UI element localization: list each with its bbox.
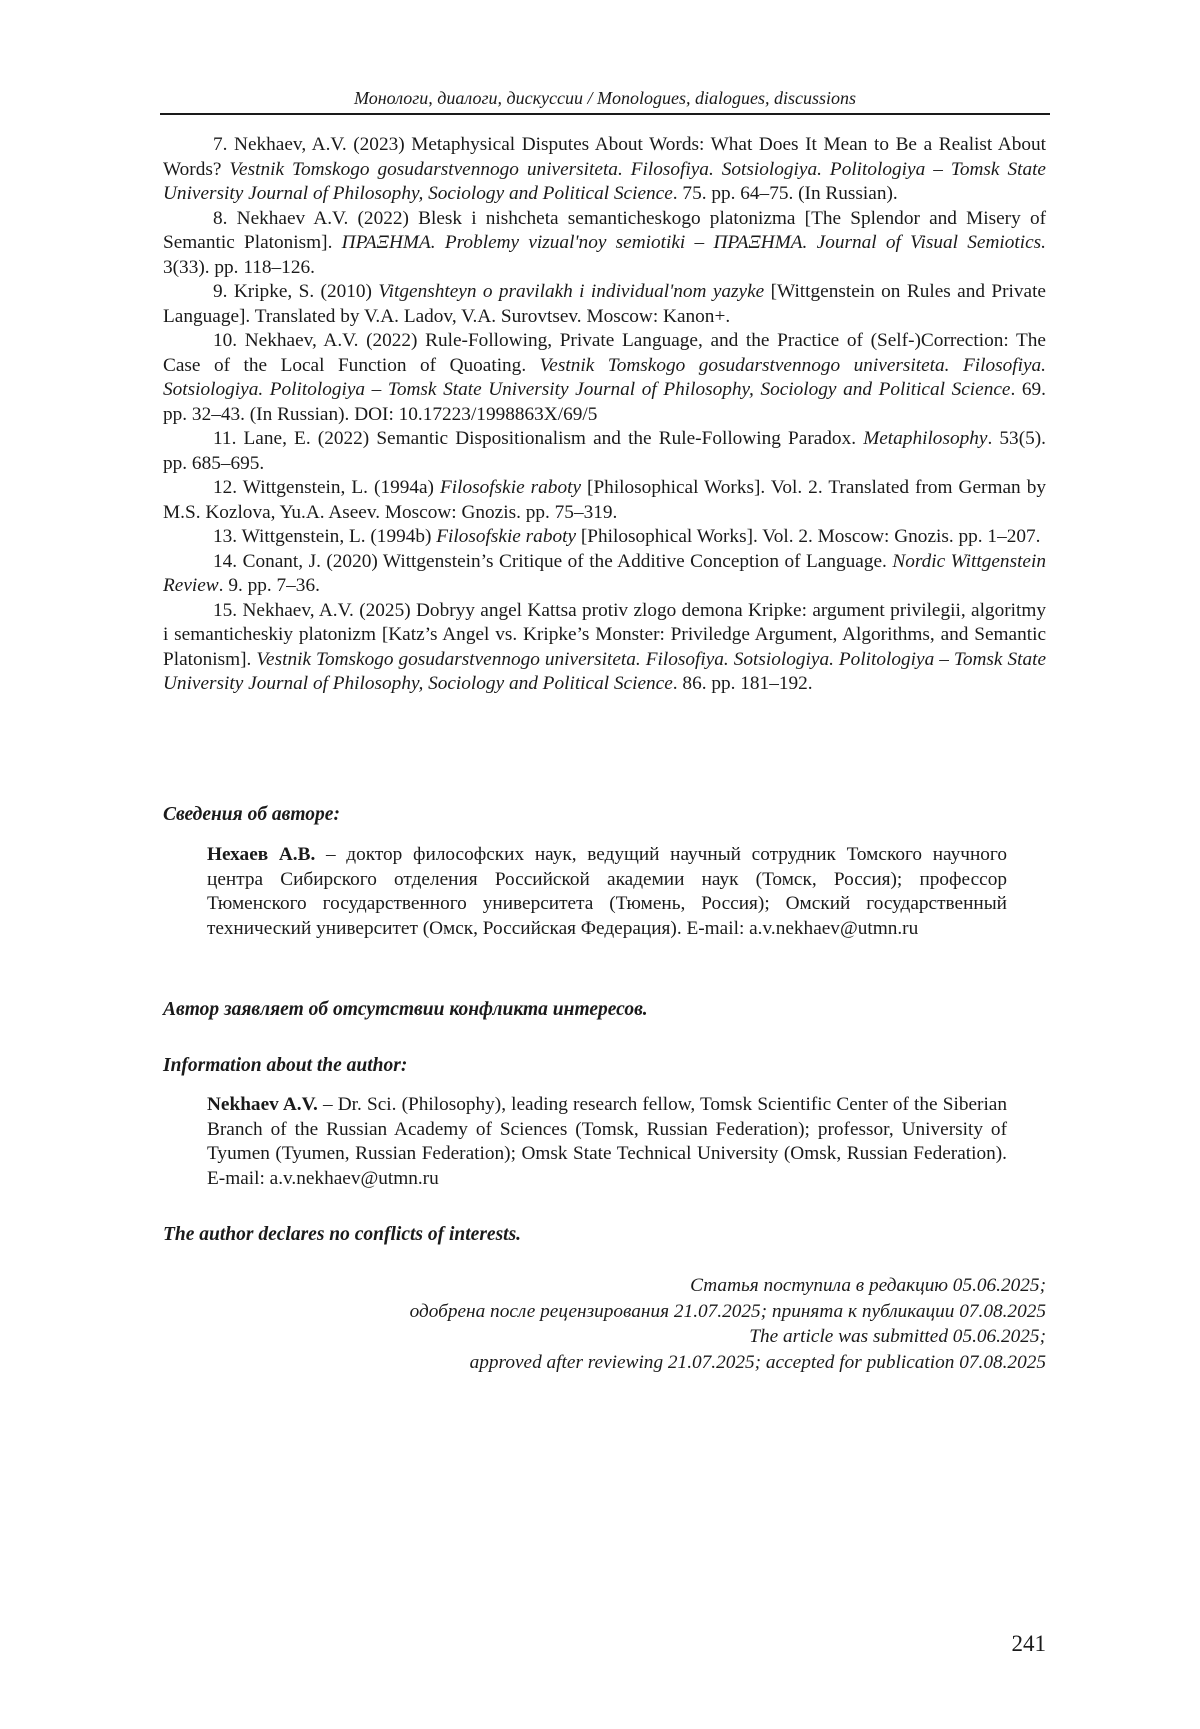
dates-ru-line-1: Статья поступила в редакцию 05.06.2025; (690, 1275, 1046, 1296)
author-info-heading-en: Information about the author: (163, 1055, 408, 1076)
dates-en-line-2: approved after reviewing 21.07.2025; accepted for publication 07.08.2025 (469, 1351, 1046, 1373)
conflict-statement-ru: Автор заявляет об отсутствии конфликта интересов. (163, 999, 648, 1020)
reference-item: 7. Nekhaev, A.V. (2023) Metaphysical Disputes About Words: What Does It Mean to Be a Realist About Words? Vestnik Tomskogo gosudarstvennogo universiteta. Filosofiya. Sotsiologiya. Politologiya – Tomsk State University Journal of Philosophy, Sociology and Political Science. 75. pp. 64–75. (In Russian). (163, 134, 1046, 204)
header-rule (160, 113, 1050, 115)
author-info-heading-ru: Сведения об авторе: (163, 804, 340, 825)
submission-dates (410, 1273, 1046, 1375)
author-name-en: Nekhaev A.V. (207, 1094, 318, 1115)
reference-item: 10. Nekhaev, A.V. (2022) Rule-Following, Private Language, and the Practice of (Self-)Correction: The Case of the Local Function of Quoating. Vestnik Tomskogo gosudarstvennogo universiteta. Filosofiya. Sotsiologiya. Politologiya – Tomsk State University Journal of Philosophy, Sociology and Political Science. 69. pp. 32–43. (In Russian). DOI: 10.17223/1998863X/69/5 (163, 330, 1046, 425)
conflict-statement-en: The author declares no conflicts of interests. (163, 1224, 522, 1245)
author-bio-ru: Нехаев А.В. – доктор философских наук, ведущий научный сотрудник Томского научного центра Сибирского отделения Российской академии наук (Томск, Россия); профессор Тюменского государственного университета (Тюмень, Россия); Омский государственный технический университет (Омск, Российская Федерация). E-mail: a.v.nekhaev@utmn.ru (207, 844, 1007, 939)
dates-en-line-1: The article was submitted 05.06.2025; (749, 1326, 1046, 1347)
page-number: 241 (1011, 1631, 1046, 1656)
reference-item: 11. Lane, E. (2022) Semantic Dispositionalism and the Rule-Following Paradox. Metaphilosophy. 53(5). pp. 685–695. (163, 428, 1046, 474)
reference-item: 15. Nekhaev, A.V. (2025) Dobryy angel Kattsa protiv zlogo demona Kripke: argument privilegii, algoritmy i semanticheskiy platonizm [Katz’s Angel vs. Kripke’s Monster: Priviledge Argument, Algorithms, and Semantic Platonism]. Vestnik Tomskogo gosudarstvennogo universiteta. Filosofiya. Sotsiologiya. Politologiya – Tomsk State University Journal of Philosophy, Sociology and Political Science. 86. pp. 181–192. (163, 599, 1047, 694)
author-name-ru: Нехаев А.В. (207, 844, 316, 865)
reference-item: 12. Wittgenstein, L. (1994a) Filosofskie raboty [Philosophical Works]. Vol. 2. Translated from German by M.S. Kozlova, Yu.A. Aseev. Moscow: Gnozis. pp. 75–319. (163, 477, 1046, 523)
reference-item: 8. Nekhaev A.V. (2022) Blesk i nishcheta semanticheskogo platonizma [The Splendor and Misery of Semantic Platonism]. ΠΡΑΞΗΜΑ. Problemy vizual'noy semiotiki – ΠΡΑΞΗΜΑ. Journal of Visual Semiotics. 3(33). pp. 118–126. (163, 207, 1047, 278)
dates-ru-line-2: одобрена после рецензирования 21.07.2025; принята к публикации 07.08.2025 (409, 1300, 1046, 1322)
reference-item: 14. Conant, J. (2020) Wittgenstein’s Critique of the Additive Conception of Language. Nordic Wittgenstein Review. 9. pp. 7–36. (163, 550, 1046, 596)
reference-item: 9. Kripke, S. (2010) Vitgenshteyn o pravilakh i individual'nom yazyke [Wittgenstein on Rules and Private Language]. Translated by V.A. Ladov, V.A. Surovtsev. Moscow: Kanon+. (163, 281, 1046, 327)
reference-item: 13. Wittgenstein, L. (1994b) Filosofskie raboty [Philosophical Works]. Vol. 2. Moscow: Gnozis. pp. 1–207. (213, 526, 1041, 547)
author-bio-en: Nekhaev A.V. – Dr. Sci. (Philosophy), leading research fellow, Tomsk Scientific Center of the Siberian Branch of the Russian Academy of Sciences (Tomsk, Russian Federation); professor, University of Tyumen (Tyumen, Russian Federation); Omsk State Technical University (Omsk, Russian Federation). E-mail: a.v.nekhaev@utmn.ru (207, 1094, 1007, 1189)
reference-list (163, 133, 1046, 697)
running-header: Монологи, диалоги, дискуссии / Monologues, dialogues, discussions (354, 88, 856, 108)
